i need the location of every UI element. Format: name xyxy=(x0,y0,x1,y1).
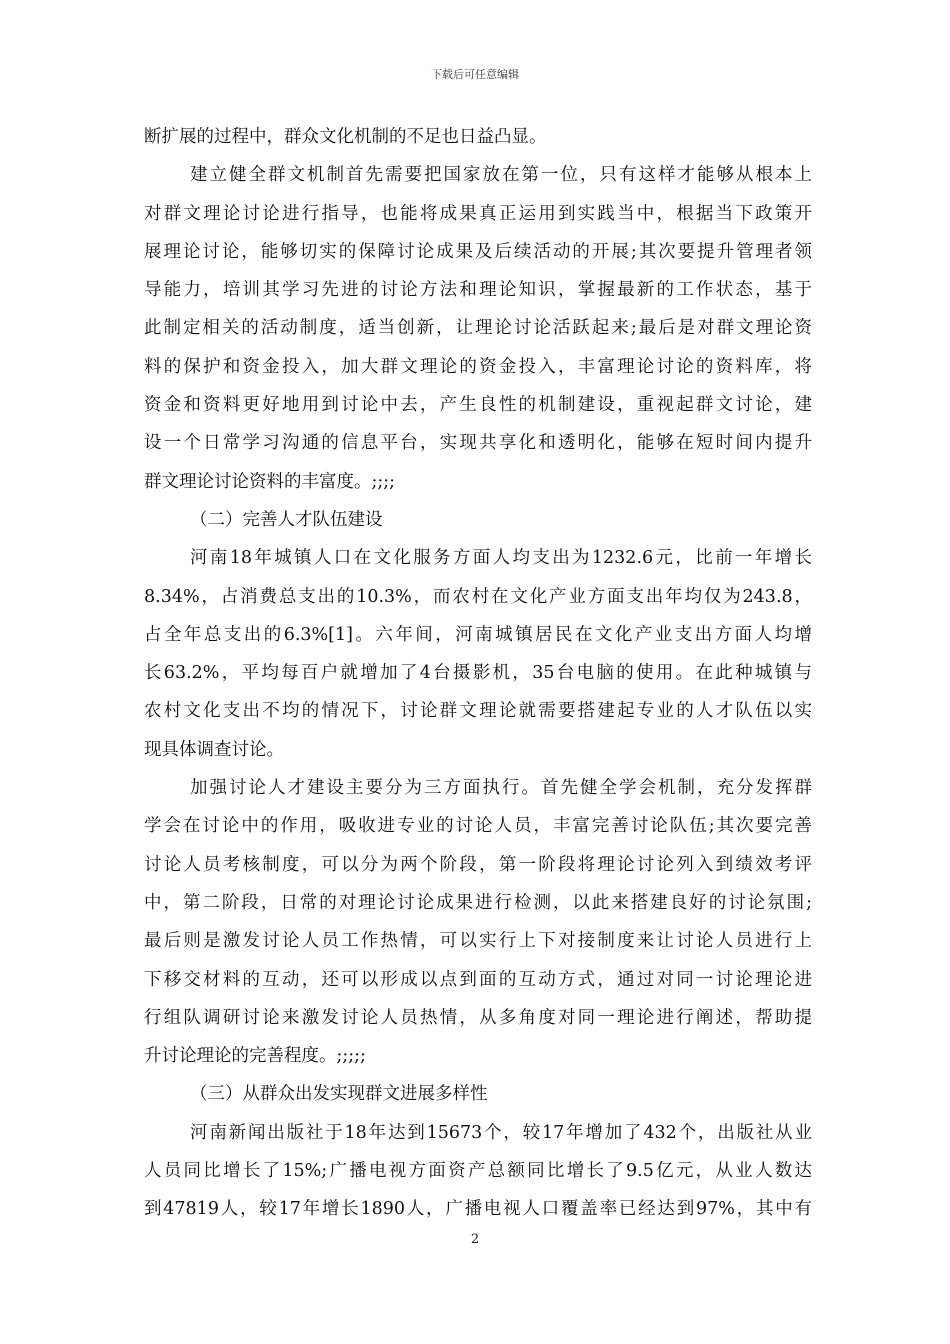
text-line: 设一个日常学习沟通的信息平台，实现共享化和透明化，能够在短时间内提升 xyxy=(144,433,812,454)
text-line: 断扩展的过程中，群众文化机制的不足也日益凸显。 xyxy=(144,127,547,147)
document-body xyxy=(144,118,812,1229)
text-line: 升讨论理论的完善程度。;;;;; xyxy=(144,1046,366,1067)
text-line: 此制定相关的活动制度，适当创新，让理论讨论活跃起来;最后是对群文理论资 xyxy=(144,318,812,339)
text-line: 导能力，培训其学习先进的讨论方法和理论知识，掌握最新的工作状态，基于 xyxy=(144,280,812,301)
text-line: 学会在讨论中的作用，吸收进专业的讨论人员，丰富完善讨论队伍;其次要完善 xyxy=(144,816,812,837)
text-line: 中，第二阶段，日常的对理论讨论成果进行检测，以此来搭建良好的讨论氛围; xyxy=(144,892,812,913)
text-line: 群文理论讨论资料的丰富度。;;;; xyxy=(144,471,396,492)
text-line: 最后则是激发讨论人员工作热情，可以实行上下对接制度来让讨论人员进行上 xyxy=(144,931,812,952)
text-line: 料的保护和资金投入，加大群文理论的资金投入，丰富理论讨论的资料库，将 xyxy=(144,356,812,377)
paragraph-first-line: 建立健全群文机制首先需要把国家放在第一位，只有这样才能够从根本上 xyxy=(190,165,812,186)
section-heading: （三）从群众出发实现群文进展多样性 xyxy=(190,1084,488,1105)
text-line: 讨论人员考核制度，可以分为两个阶段，第一阶段将理论讨论列入到绩效考评 xyxy=(144,854,812,875)
paragraph-first-line: 河南18年城镇人口在文化服务方面人均支出为1232.6元，比前一年增长 xyxy=(190,548,812,569)
page-header: 下载后可任意编辑 xyxy=(431,68,519,81)
text-line: 展理论讨论，能够切实的保障讨论成果及后续活动的开展;其次要提升管理者领 xyxy=(144,241,812,262)
text-line: 行组队调研讨论来激发讨论人员热情，从多角度对同一理论进行阐述，帮助提 xyxy=(144,1007,812,1028)
text-line: 长63.2%，平均每百户就增加了4台摄影机，35台电脑的使用。在此种城镇与 xyxy=(144,663,812,684)
page-number: 2 xyxy=(470,1232,480,1247)
section-heading: （二）完善人才队伍建设 xyxy=(190,509,383,530)
paragraph-first-line: 河南新闻出版社于18年达到15673个，较17年增加了432个，出版社从业 xyxy=(190,1122,812,1143)
text-line: 农村文化支出不均的情况下，讨论群文理论就需要搭建起专业的人才队伍以实 xyxy=(144,701,812,722)
text-line: 对群文理论讨论进行指导，也能将成果真正运用到实践当中，根据当下政策开 xyxy=(144,203,812,224)
text-line: 人员同比增长了15%;广播电视方面资产总额同比增长了9.5亿元，从业人数达 xyxy=(144,1161,812,1182)
text-line: 到47819人，较17年增长1890人，广播电视人口覆盖率已经达到97%，其中有 xyxy=(144,1199,812,1220)
text-line: 资金和资料更好地用到讨论中去，产生良性的机制建设，重视起群文讨论，建 xyxy=(144,395,812,416)
text-line: 下移交材料的互动，还可以形成以点到面的互动方式，通过对同一讨论理论进 xyxy=(144,969,812,990)
paragraph-first-line: 加强讨论人才建设主要分为三方面执行。首先健全学会机制，充分发挥群 xyxy=(190,778,812,799)
text-line: 现具体调查讨论。 xyxy=(144,739,284,760)
text-line: 8.34%，占消费总支出的10.3%，而农村在文化产业方面支出年均仅为243.8， xyxy=(144,586,812,607)
text-line: 占全年总支出的6.3%[1]。六年间，河南城镇居民在文化产业支出方面人均增 xyxy=(144,624,812,645)
